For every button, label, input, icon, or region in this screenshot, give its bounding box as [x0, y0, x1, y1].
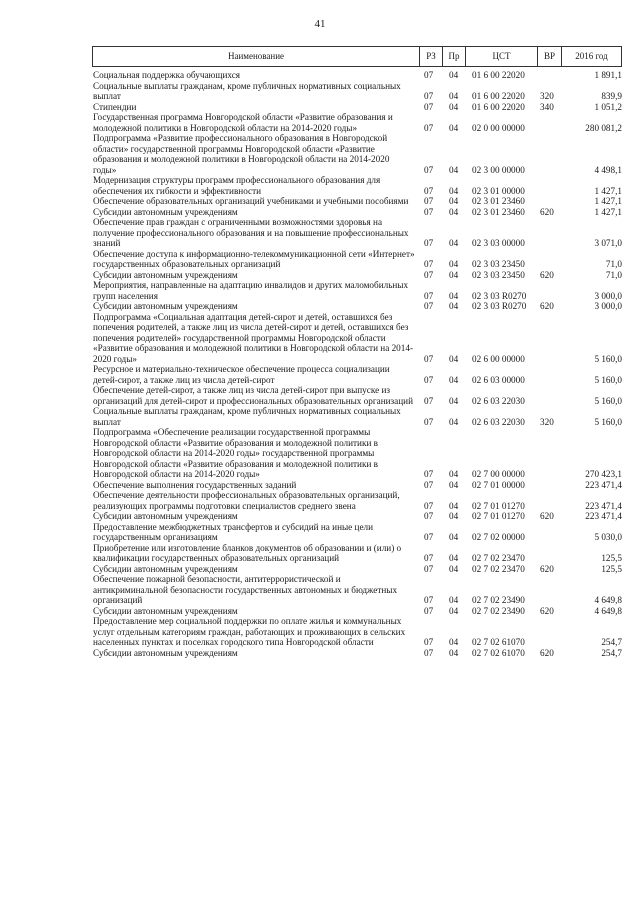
- row-rz: 07: [424, 469, 434, 479]
- row-cst: 02 7 02 23470: [472, 563, 525, 574]
- row-rz: 07: [424, 101, 434, 112]
- row-cst: 02 3 03 00000: [472, 238, 525, 248]
- row-name: Субсидии автономным учреждениям: [93, 563, 238, 574]
- row-cst: 02 7 02 61070: [472, 637, 525, 647]
- row-name: Субсидии автономным учреждениям: [93, 511, 238, 521]
- row-vr: 620: [540, 511, 554, 521]
- row-pr: 04: [449, 185, 459, 196]
- row-rz: 07: [424, 122, 434, 133]
- header-name: Наименование: [227, 51, 285, 61]
- row-vr: 620: [540, 269, 554, 280]
- table-row: [0, 543, 640, 564]
- row-rz: 07: [424, 290, 434, 301]
- table-body: [0, 70, 640, 658]
- row-name: Социальные выплаты гражданам, кроме публичных нормативных социальных выплат: [93, 80, 401, 101]
- row-rz: 07: [424, 647, 434, 658]
- table-row: [0, 480, 640, 491]
- row-rz: 07: [424, 259, 434, 269]
- row-name: Субсидии автономным учреждениям: [93, 269, 238, 280]
- row-name: Подпрограмма «Обеспечение реализации государственной программы Новгородской области «Развитие образования и молодежной политики в Новгородской области на 2014-2020 годы» государственной программы Новгородской области «Развитие образования и молодежной политики в Новгородской области на 2014-2020 годы»: [93, 427, 378, 479]
- row-amount: 3 071,0: [594, 238, 622, 248]
- row-pr: 04: [449, 164, 459, 175]
- row-name: Субсидии автономным учреждениям: [93, 605, 238, 616]
- table-row: [0, 133, 640, 175]
- row-amount: 223 471,4: [585, 479, 622, 490]
- row-pr: 04: [449, 196, 459, 206]
- row-amount: 1 891,1: [594, 70, 622, 80]
- header-cst: ЦСТ: [465, 47, 537, 66]
- row-name: Обеспечение выполнения государственных заданий: [93, 479, 297, 490]
- row-name: Субсидии автономным учреждениям: [93, 206, 238, 217]
- row-name: Предоставление мер социальной поддержки по оплате жилья и коммунальных услуг отдельным категориям граждан, работающих и проживающих в сельских населенных пунктах и поселках городского типа Новгородской области: [93, 616, 406, 647]
- row-pr: 04: [449, 416, 459, 427]
- row-pr: 04: [449, 301, 459, 311]
- row-amount: 4 649,8: [594, 605, 622, 616]
- row-cst: 02 3 03 23450: [472, 259, 525, 269]
- row-name: Мероприятия, направленные на адаптацию инвалидов и других маломобильных групп населения: [93, 280, 409, 301]
- row-cst: 02 7 02 23490: [472, 605, 525, 616]
- row-cst: 01 6 00 22020: [472, 101, 525, 112]
- row-rz: 07: [424, 637, 434, 647]
- row-pr: 04: [449, 269, 459, 280]
- row-cst: 02 7 01 01270: [472, 500, 525, 511]
- row-rz: 07: [424, 511, 434, 521]
- row-rz: 07: [424, 91, 434, 101]
- row-pr: 04: [449, 595, 459, 605]
- row-cst: 02 3 01 23460: [472, 206, 525, 217]
- table-row: [0, 522, 640, 543]
- row-amount: 5 160,0: [594, 395, 622, 406]
- row-rz: 07: [424, 595, 434, 605]
- header-year: 2016 год: [561, 47, 621, 66]
- row-amount: 270 423,1: [585, 469, 622, 479]
- row-vr: 320: [540, 91, 554, 101]
- row-cst: 02 7 00 00000: [472, 469, 525, 479]
- row-cst: 01 6 00 22020: [472, 91, 525, 101]
- row-vr: 320: [540, 416, 554, 427]
- table-row: [0, 574, 640, 606]
- row-amount: 839,9: [601, 91, 622, 101]
- table-row: [0, 217, 640, 249]
- row-rz: 07: [424, 196, 434, 206]
- table-row: [0, 112, 640, 133]
- row-amount: 125,5: [601, 563, 622, 574]
- row-cst: 02 6 00 00000: [472, 353, 525, 364]
- row-cst: 02 7 02 61070: [472, 647, 525, 658]
- row-vr: 620: [540, 605, 554, 616]
- row-name: Социальные выплаты гражданам, кроме публичных нормативных социальных выплат: [93, 406, 401, 427]
- row-cst: 01 6 00 22020: [472, 70, 525, 80]
- row-name: Предоставление межбюджетных трансфертов и субсидий на иные цели государственным организациям: [93, 521, 374, 542]
- row-cst: 02 3 00 00000: [472, 164, 525, 175]
- row-rz: 07: [424, 500, 434, 511]
- table-row: [0, 564, 640, 575]
- row-name: Обеспечение пожарной безопасности, антитеррористической и антикриминальной безопасности государственных автономных и бюджетных организаций: [93, 574, 398, 605]
- row-name: Обеспечение прав граждан с ограниченными возможностями здоровья на получение профессионального образования и на повышение профессиональных знаний: [93, 217, 409, 248]
- row-pr: 04: [449, 553, 459, 563]
- row-pr: 04: [449, 238, 459, 248]
- row-rz: 07: [424, 185, 434, 196]
- row-amount: 4 498,1: [594, 164, 622, 175]
- table-row: [0, 385, 640, 406]
- table-row: [0, 70, 640, 81]
- row-rz: 07: [424, 416, 434, 427]
- row-name: Социальная поддержка обучающихся: [93, 70, 241, 80]
- row-cst: 02 3 03 23450: [472, 269, 525, 280]
- row-cst: 02 7 01 00000: [472, 479, 525, 490]
- row-vr: 620: [540, 206, 554, 217]
- table-row: [0, 427, 640, 480]
- row-cst: 02 6 03 22030: [472, 416, 525, 427]
- row-rz: 07: [424, 532, 434, 542]
- row-cst: 02 6 03 22030: [472, 395, 525, 406]
- row-amount: 1 427,1: [594, 206, 622, 217]
- row-pr: 04: [449, 206, 459, 217]
- row-cst: 02 0 00 00000: [472, 122, 525, 133]
- row-vr: 620: [540, 647, 554, 658]
- row-name: Субсидии автономным учреждениям: [93, 301, 238, 311]
- row-pr: 04: [449, 91, 459, 101]
- row-cst: 02 3 01 23460: [472, 196, 525, 206]
- row-name: Субсидии автономным учреждениям: [93, 647, 238, 658]
- row-pr: 04: [449, 395, 459, 406]
- row-name: Модернизация структуры программ профессионального образования для обеспечения их гибкости и эффективности: [93, 175, 381, 196]
- row-amount: 223 471,4: [585, 500, 622, 511]
- row-amount: 71,0: [605, 259, 622, 269]
- table-row: [0, 249, 640, 270]
- row-name: Обеспечение доступа к информационно-телекоммуникационной сети «Интернет» государственных образовательных организаций: [93, 248, 415, 269]
- row-amount: 5 030,0: [594, 532, 622, 542]
- table-row: [0, 270, 640, 281]
- row-vr: 340: [540, 101, 554, 112]
- row-pr: 04: [449, 637, 459, 647]
- row-cst: 02 3 03 R0270: [472, 301, 527, 311]
- row-name: Обеспечение детей-сирот, а также лиц из числа детей-сирот при выпуске из организаций для детей-сирот и профессиональных образовательных организаций: [93, 385, 414, 406]
- row-rz: 07: [424, 374, 434, 385]
- row-amount: 1 051,2: [594, 101, 622, 112]
- row-amount: 1 427,1: [594, 185, 622, 196]
- row-amount: 1 427,1: [594, 196, 622, 206]
- row-pr: 04: [449, 101, 459, 112]
- row-rz: 07: [424, 353, 434, 364]
- header-pr: Пр: [442, 47, 465, 66]
- row-pr: 04: [449, 479, 459, 490]
- row-rz: 07: [424, 238, 434, 248]
- row-amount: 5 160,0: [594, 374, 622, 385]
- row-amount: 5 160,0: [594, 416, 622, 427]
- row-amount: 254,7: [601, 647, 622, 658]
- row-cst: 02 7 02 23470: [472, 553, 525, 563]
- row-cst: 02 6 03 00000: [472, 374, 525, 385]
- row-name: Обеспечение деятельности профессиональных образовательных организаций, реализующих программы подготовки специалистов среднего звена: [93, 490, 400, 511]
- row-rz: 07: [424, 553, 434, 563]
- row-rz: 07: [424, 563, 434, 574]
- row-amount: 254,7: [601, 637, 622, 647]
- row-pr: 04: [449, 532, 459, 542]
- row-name: Ресурсное и материально-техническое обеспечение процесса социализации детей-сирот, а также лиц из числа детей-сирот: [93, 364, 390, 385]
- row-name: Обеспечение образовательных организаций учебниками и учебными пособиями: [93, 196, 409, 206]
- row-pr: 04: [449, 70, 459, 80]
- table-row: [0, 511, 640, 522]
- row-vr: 620: [540, 563, 554, 574]
- row-amount: 223 471,4: [585, 511, 622, 521]
- row-rz: 07: [424, 269, 434, 280]
- row-pr: 04: [449, 259, 459, 269]
- row-pr: 04: [449, 563, 459, 574]
- row-cst: 02 7 01 01270: [472, 511, 525, 521]
- table-header: [92, 46, 622, 67]
- table-row: [0, 616, 640, 648]
- row-rz: 07: [424, 301, 434, 311]
- row-pr: 04: [449, 122, 459, 133]
- table-row: [0, 175, 640, 196]
- row-amount: 280 081,2: [585, 122, 622, 133]
- row-pr: 04: [449, 290, 459, 301]
- table-row: [0, 301, 640, 312]
- row-pr: 04: [449, 353, 459, 364]
- row-pr: 04: [449, 647, 459, 658]
- row-name: Подпрограмма «Развитие профессионального образования в Новгородской области» государственной программы Новгородской области «Развитие образования и молодежной политики в Новгородской области на 2014-2020 годы»: [93, 133, 390, 175]
- header-vr: ВР: [537, 47, 561, 66]
- table-row: [0, 490, 640, 511]
- row-vr: 620: [540, 301, 554, 311]
- row-amount: 4 649,8: [594, 595, 622, 605]
- row-rz: 07: [424, 605, 434, 616]
- table-row: [0, 280, 640, 301]
- row-amount: 3 000,0: [594, 301, 622, 311]
- row-cst: 02 3 01 00000: [472, 185, 525, 196]
- row-pr: 04: [449, 374, 459, 385]
- row-cst: 02 7 02 00000: [472, 532, 525, 542]
- row-rz: 07: [424, 206, 434, 217]
- row-pr: 04: [449, 469, 459, 479]
- row-amount: 5 160,0: [594, 353, 622, 364]
- row-amount: 125,5: [601, 553, 622, 563]
- row-name: Государственная программа Новгородской области «Развитие образования и молодежной политики в Новгородской области на 2014-2020 годы»: [93, 112, 393, 133]
- row-cst: 02 7 02 23490: [472, 595, 525, 605]
- row-pr: 04: [449, 500, 459, 511]
- row-amount: 71,0: [605, 269, 622, 280]
- row-name: Стипендии: [93, 101, 137, 112]
- row-amount: 3 000,0: [594, 290, 622, 301]
- table-row: [0, 406, 640, 427]
- table-row: [0, 102, 640, 113]
- table-row: [0, 207, 640, 218]
- table-row: [0, 196, 640, 207]
- row-rz: 07: [424, 479, 434, 490]
- page-number: 41: [314, 18, 326, 30]
- row-name: Подпрограмма «Социальная адаптация детей-сирот и детей, оставшихся без попечения родителей, а также лиц из числа детей-сирот и детей, оставшихся без попечения родителей» государственной программы Новгородской области «Развитие образования и молодежной политики в Новгородской области на 2014-2020 годы»: [93, 311, 414, 364]
- header-rz: РЗ: [419, 47, 442, 66]
- row-name: Приобретение или изготовление бланков документов об образовании и (или) о квалификации государственных образовательных организаций: [93, 542, 402, 563]
- table-row: [0, 81, 640, 102]
- table-row: [0, 364, 640, 385]
- row-rz: 07: [424, 70, 434, 80]
- table-row: [0, 648, 640, 659]
- row-rz: 07: [424, 164, 434, 175]
- row-rz: 07: [424, 395, 434, 406]
- table-row: [0, 606, 640, 617]
- row-pr: 04: [449, 511, 459, 521]
- row-cst: 02 3 03 R0270: [472, 290, 527, 301]
- table-row: [0, 312, 640, 365]
- row-pr: 04: [449, 605, 459, 616]
